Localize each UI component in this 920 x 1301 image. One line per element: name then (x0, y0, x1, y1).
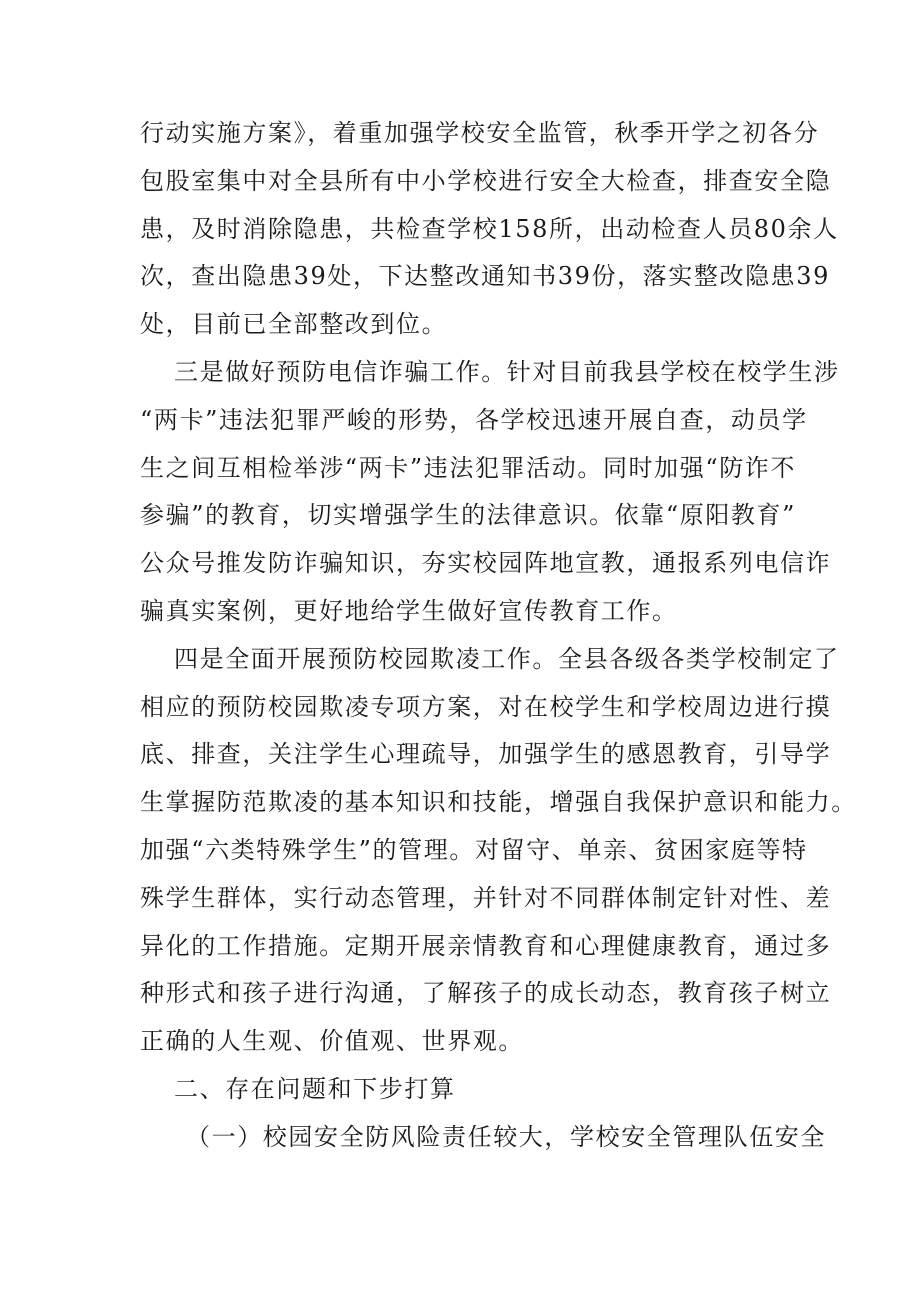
section-heading: 二、存在问题和下步打算 (174, 1074, 456, 1103)
text-line: 公众号推发防诈骗知识，夯实校园阵地宣教，通报系列电信诈 (140, 549, 832, 578)
text-line: 患，及时消除隐患，共检查学校158所，出动检查人员80余人 (140, 214, 839, 243)
text-line: 正确的人生观、价值观、世界观。 (140, 1027, 524, 1056)
text-line: 生之间互相检举涉“两卡”违法犯罪活动。同时加强“防诈不 (140, 453, 797, 482)
text-line: 加强“六类特殊学生”的管理。对留守、单亲、贫困家庭等特 (140, 835, 808, 864)
text-line: “两卡”违法犯罪严峻的形势，各学校迅速开展自查，动员学 (140, 405, 808, 434)
document-body (140, 110, 857, 1162)
text-line: 处，目前已全部整改到位。 (140, 310, 448, 339)
text-line: 行动实施方案》，着重加强学校安全监管，秋季开学之初各分 (140, 119, 820, 147)
text-line: 骗真实案例，更好地给学生做好宣传教育工作。 (140, 596, 678, 625)
text-line: 包股室集中对全县所有中小学校进行安全大检查，排查安全隐 (140, 166, 832, 195)
text-line: 生掌握防范欺凌的基本知识和技能，增强自我保护意识和能力。 (140, 788, 857, 817)
text-line: 参骗”的教育，切实增强学生的法律意识。依靠“原阳教育” (140, 501, 797, 530)
text-line: 种形式和孩子进行沟通，了解孩子的成长动态，教育孩子树立 (140, 979, 832, 1008)
paragraph-start-line: 三是做好预防电信诈骗工作。针对目前我县学校在校学生涉 (174, 357, 840, 386)
text-line: 殊学生群体，实行动态管理，并针对不同群体制定针对性、差 (140, 883, 832, 912)
text-line: 异化的工作措施。定期开展亲情教育和心理健康教育，通过多 (140, 931, 832, 960)
text-line: 次，查出隐患39处，下达整改通知书39份，落实整改隐患39 (140, 262, 831, 291)
subsection-heading: （一）校园安全防风险责任较大，学校安全管理队伍安全 (186, 1122, 826, 1151)
text-line: 相应的预防校园欺凌专项方案，对在校学生和学校周边进行摸 (140, 692, 832, 721)
paragraph-start-line: 四是全面开展预防校园欺凌工作。全县各级各类学校制定了 (174, 644, 840, 673)
text-line: 底、排查，关注学生心理疏导，加强学生的感恩教育，引导学 (140, 740, 832, 769)
